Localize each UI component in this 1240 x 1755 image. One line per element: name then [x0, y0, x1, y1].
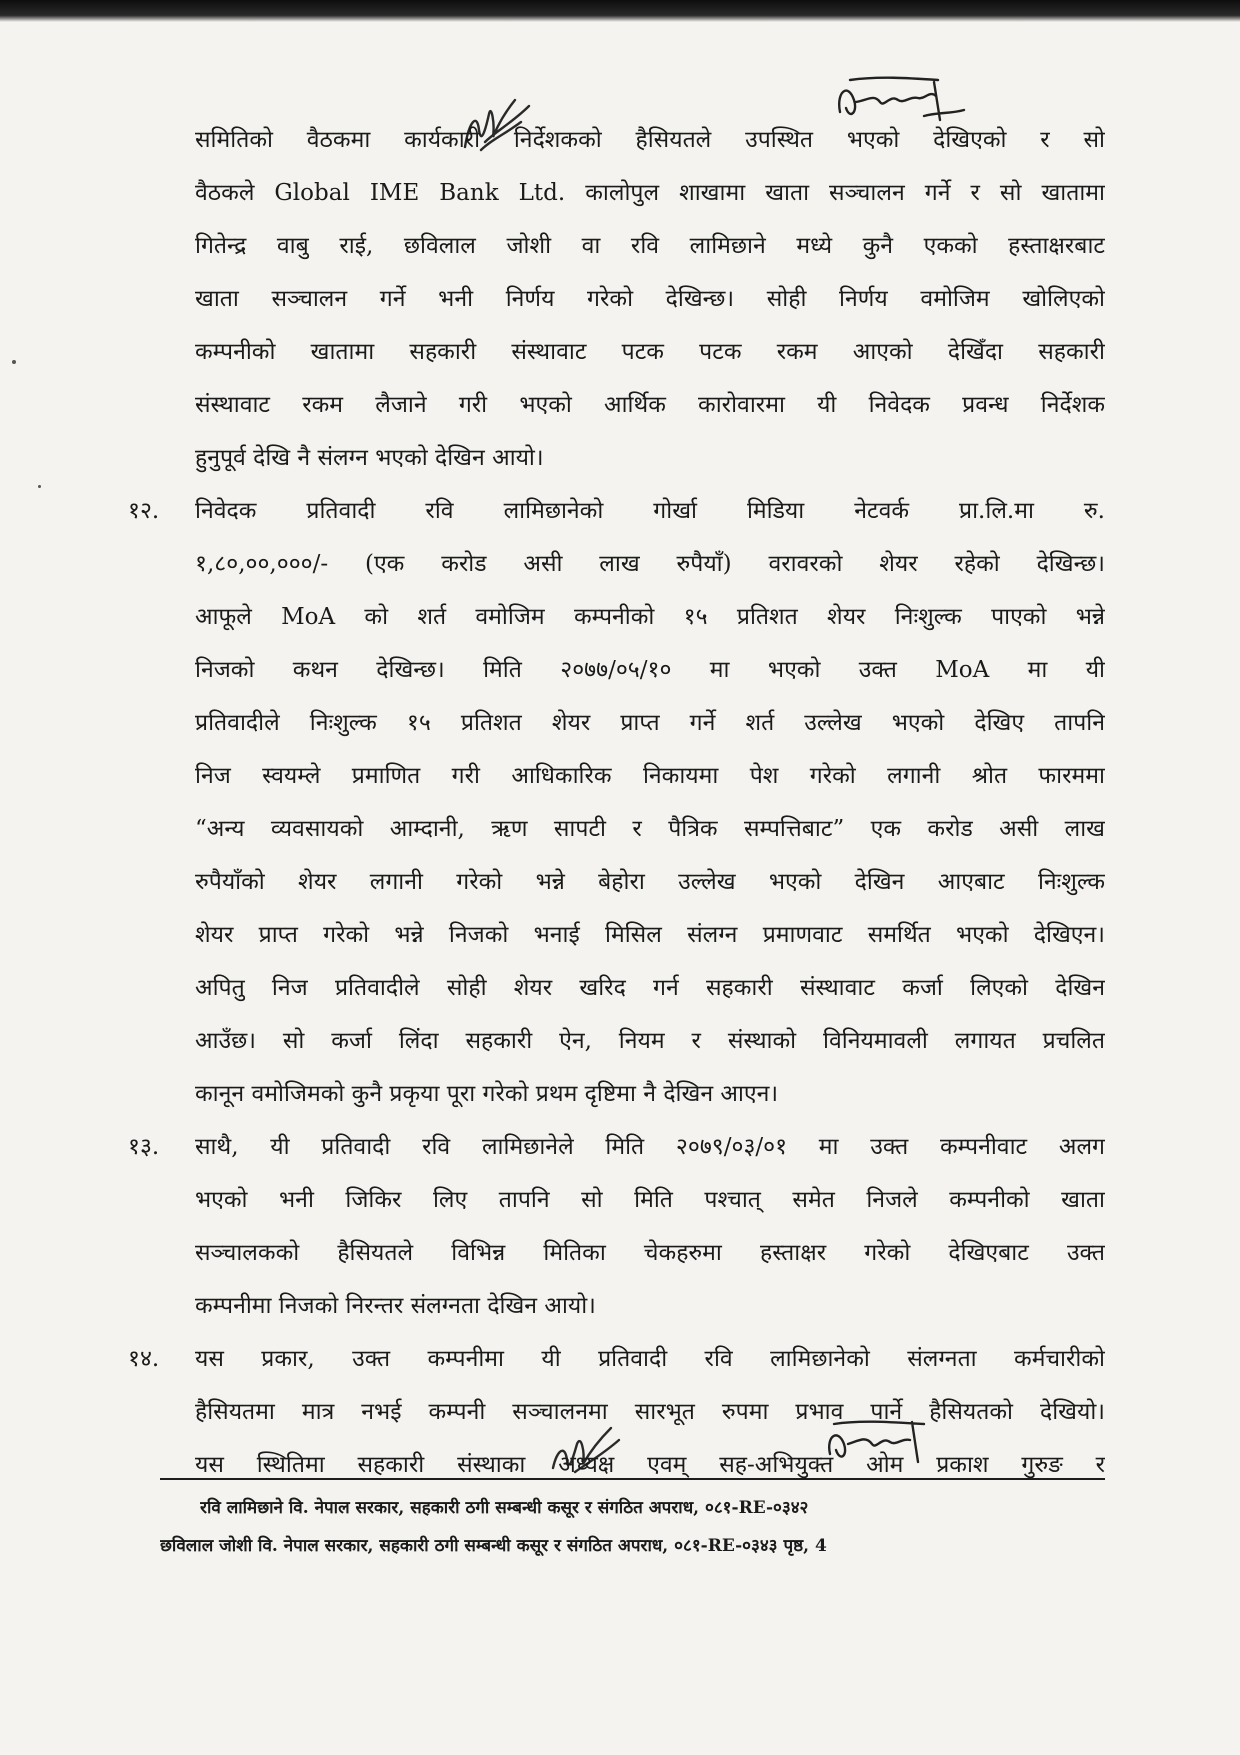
text-line: निजको कथन देखिन्छ। मिति २०७७/०५/१० मा भएको उक्त MoA मा यी [195, 657, 1105, 683]
text-line: निज स्वयम्ले प्रमाणित गरी आधिकारिक निकायमा पेश गरेको लगानी श्रोत फारममा [195, 763, 1105, 789]
text-line: समितिको वैठकमा कार्यकारी निर्देशकको हैसियतले उपस्थित भएको देखिएको र सो [195, 127, 1105, 153]
text-line: सञ्चालकको हैसियतले विभिन्न मितिका चेकहरुमा हस्ताक्षर गरेको देखिएबाट उक्त [195, 1240, 1105, 1266]
text-line: यस स्थितिमा सहकारी संस्थाका अध्यक्ष एवम् सह-अभियुक्त ओम प्रकाश गुरुङ र [195, 1452, 1105, 1478]
text-line: कम्पनीमा निजको निरन्तर संलग्नता देखिन आयो। [195, 1293, 596, 1319]
text-line: प्रतिवादीले निःशुल्क १५ प्रतिशत शेयर प्राप्त गर्ने शर्त उल्लेख भएको देखिए तापनि [195, 710, 1105, 736]
text-line: यस प्रकार, उक्त कम्पनीमा यी प्रतिवादी रवि लामिछानेको संलग्नता कर्मचारीको [195, 1346, 1105, 1372]
text-line: हुनुपूर्व देखि नै संलग्न भएको देखिन आयो। [195, 445, 544, 471]
footer-rule [160, 1478, 1105, 1480]
text-line: संस्थावाट रकम लैजाने गरी भएको आर्थिक कारोवारमा यी निवेदक प्रवन्ध निर्देशक [195, 392, 1105, 418]
text-line: खाता सञ्चालन गर्ने भनी निर्णय गरेको देखिन्छ। सोही निर्णय वमोजिम खोलिएको [195, 286, 1105, 312]
text-line: १,८०,००,०००/- (एक करोड असी लाख रुपैयाँ) वरावरको शेयर रहेको देखिन्छ। [195, 551, 1105, 577]
text-line: कानून वमोजिमको कुनै प्रकृया पूरा गरेको प्रथम दृष्टिमा नै देखिन आएन। [195, 1081, 779, 1107]
text-line: रुपैयाँको शेयर लगानी गरेको भन्ने बेहोरा उल्लेख भएको देखिन आएबाट निःशुल्क [195, 869, 1105, 895]
text-line: निवेदक प्रतिवादी रवि लामिछानेको गोर्खा मिडिया नेटवर्क प्रा.लि.मा रु. [195, 498, 1105, 524]
text-line: वैठकले Global IME Bank Ltd. कालोपुल शाखामा खाता सञ्चालन गर्ने र सो खातामा [195, 180, 1105, 206]
text-line: कम्पनीको खातामा सहकारी संस्थावाट पटक पटक रकम आएको देखिँदा सहकारी [195, 339, 1105, 365]
paragraph-number: १४. [128, 1346, 160, 1372]
text-line: हैसियतमा मात्र नभई कम्पनी सञ्चालनमा सारभूत रुपमा प्रभाव पार्ने हैसियतको देखियो। [195, 1399, 1105, 1425]
text-line: आउँछ। सो कर्जा लिंदा सहकारी ऐन, नियम र संस्थाको विनियमावली लगायत प्रचलित [195, 1028, 1105, 1054]
footer-case-line-1: रवि लामिछाने वि. नेपाल सरकार, सहकारी ठगी सम्बन्धी कसूर र संगठित अपराध, ०८१-RE-०३४२ [200, 1498, 809, 1518]
text-line: शेयर प्राप्त गरेको भन्ने निजको भनाई मिसिल संलग्न प्रमाणवाट समर्थित भएको देखिएन। [195, 922, 1105, 948]
text-line: “अन्य व्यवसायको आम्दानी, ऋण सापटी र पैत्रिक सम्पत्तिबाट” एक करोड असी लाख [195, 816, 1105, 842]
text-line: गितेन्द्र वाबु राई, छविलाल जोशी वा रवि लामिछाने मध्ये कुनै एकको हस्ताक्षरबाट [195, 233, 1105, 259]
paragraph-number: १३. [128, 1134, 160, 1160]
text-line: आफूले MoA को शर्त वमोजिम कम्पनीको १५ प्रतिशत शेयर निःशुल्क पाएको भन्ने [195, 604, 1105, 630]
footer-case-line-2: छविलाल जोशी वि. नेपाल सरकार, सहकारी ठगी सम्बन्धी कसूर र संगठित अपराध, ०८१-RE-०३४३ पृष्ठ, 4 [160, 1536, 827, 1556]
text-line: अपितु निज प्रतिवादीले सोही शेयर खरिद गर्न सहकारी संस्थावाट कर्जा लिएको देखिन [195, 975, 1105, 1001]
text-line: भएको भनी जिकिर लिए तापनि सो मिति पश्चात् समेत निजले कम्पनीको खाता [195, 1187, 1105, 1213]
text-line: साथै, यी प्रतिवादी रवि लामिछानेले मिति २०७९/०३/०१ मा उक्त कम्पनीवाट अलग [195, 1134, 1105, 1160]
paragraph-number: १२. [128, 498, 160, 524]
